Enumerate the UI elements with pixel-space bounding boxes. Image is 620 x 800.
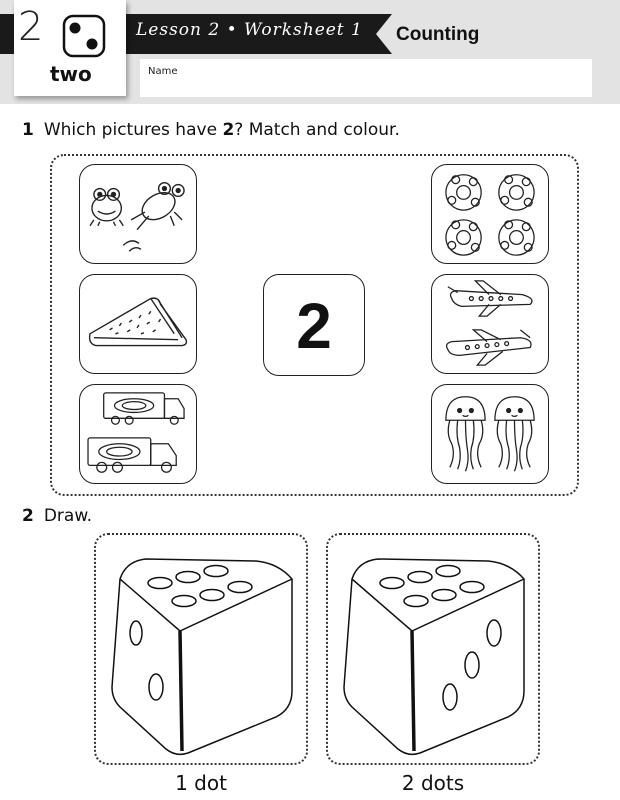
question-1-bold: 2 — [222, 120, 235, 140]
picture-card-trucks[interactable] — [79, 384, 197, 484]
die-icon — [328, 535, 542, 767]
die-caption-2: 2 dots — [401, 771, 465, 795]
airplane-icon — [432, 275, 548, 373]
frog-icon — [80, 165, 196, 263]
number-word: two — [50, 62, 92, 86]
ball-icon — [432, 165, 548, 263]
jellyfish-icon — [432, 385, 548, 483]
sandwich-icon — [80, 275, 196, 373]
question-1-text: Which pictures have — [43, 120, 223, 140]
dice-two-icon — [62, 14, 106, 58]
picture-card-frogs[interactable] — [79, 164, 197, 264]
picture-card-balls[interactable] — [431, 164, 549, 264]
question-1-suffix: ? Match and colour. — [234, 120, 400, 140]
name-label: Name — [148, 66, 178, 77]
die-box-2[interactable] — [326, 533, 540, 765]
die-caption-1: 1 dot — [175, 771, 227, 795]
question-2-number: 2 — [22, 506, 34, 526]
lesson-bar-notch — [376, 14, 392, 54]
die-box-1[interactable] — [94, 533, 308, 765]
question-1 — [22, 120, 400, 140]
center-digit: 2 — [296, 290, 332, 362]
lesson-label: Lesson 2 • Worksheet 1 — [136, 20, 363, 40]
match-center-number — [263, 274, 365, 376]
name-field[interactable] — [140, 59, 592, 97]
picture-card-sandwich[interactable] — [79, 274, 197, 374]
die-icon — [96, 535, 310, 767]
picture-card-airplanes[interactable] — [431, 274, 549, 374]
truck-icon — [80, 385, 196, 483]
picture-card-jellyfish[interactable] — [431, 384, 549, 484]
question-2-text: Draw. — [43, 506, 93, 526]
topic-title: Counting — [396, 24, 480, 45]
number-digit: 2 — [18, 4, 44, 50]
question-2 — [22, 506, 92, 526]
question-1-number: 1 — [22, 120, 34, 140]
number-card — [14, 0, 126, 96]
